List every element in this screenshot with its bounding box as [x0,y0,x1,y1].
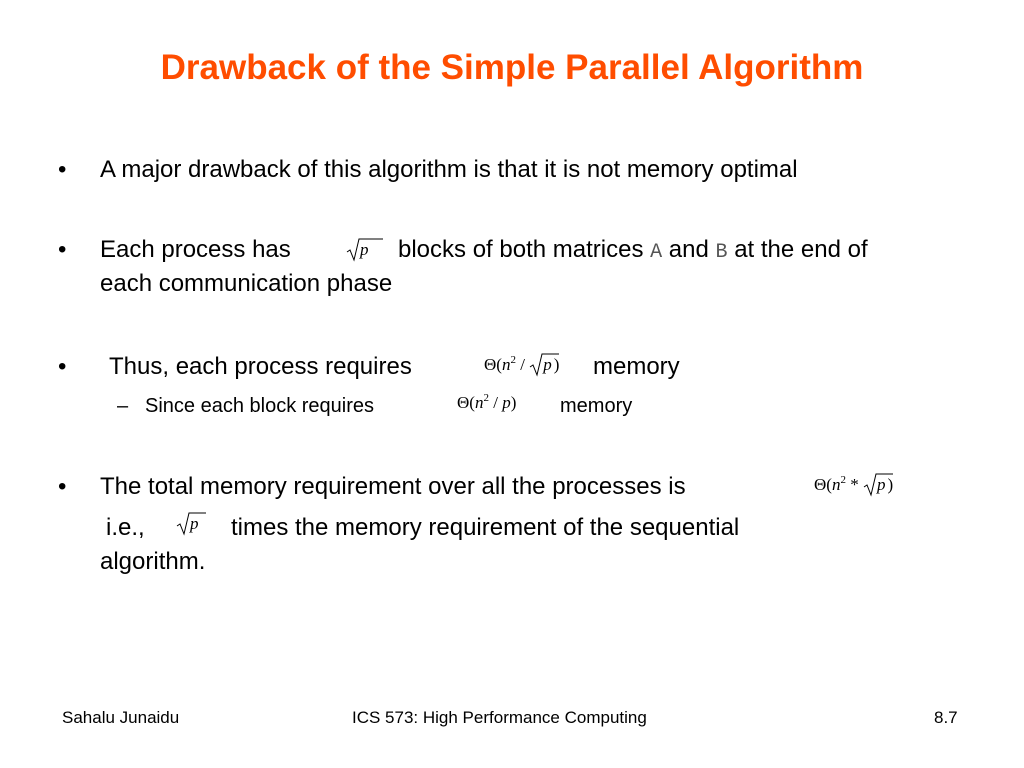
bullet-1-text: A major drawback of this algorithm is that it is not memory optimal [100,156,798,183]
bullet-marker: • [58,473,67,500]
bullet-4-text-line3: algorithm. [100,548,206,575]
bullet-2-text-line2: each communication phase [100,270,393,297]
bullet-4-text-line2: times the memory requirement of the sequential [231,514,740,541]
theta-n2-over-sqrtp-formula: $\Theta(n^2$ / p ) [484,354,560,374]
matrix-b-label: B [715,241,728,264]
sub-bullet-marker: – [117,395,129,417]
bullet-3-text: Thus, each process requires [109,353,412,380]
bullet-4-text: The total memory requirement over all the processes is [100,473,686,500]
bullet-marker: • [58,156,67,183]
bullet-3-suffix: memory [593,353,680,380]
slide-title: Drawback of the Simple Parallel Algorithm [160,48,864,87]
bullet-marker: • [58,353,67,380]
sqrt-p-formula-2: p [176,514,201,534]
sub-bullet-suffix: memory [560,395,633,417]
sqrt-p-formula: p [346,240,371,260]
bullet-2-text-start: Each process has [100,236,291,263]
theta-n2-times-sqrtp-formula: $\Theta(n^2$ * p ) [814,474,894,494]
footer-page-number: 8.7 [934,708,958,727]
sub-bullet-text: Since each block requires [145,395,375,417]
bullet-2-text-mid: blocks of both matrices A and B at the end of [398,236,868,264]
theta-n2-over-p-formula: $\Theta(n^2 / p)$ [457,392,517,412]
bullet-4-ie: i.e., [106,514,145,541]
footer-course: ICS 573: High Performance Computing [352,708,647,727]
bullet-marker: • [58,236,67,263]
matrix-a-label: A [650,241,663,264]
footer-author: Sahalu Junaidu [62,708,180,727]
